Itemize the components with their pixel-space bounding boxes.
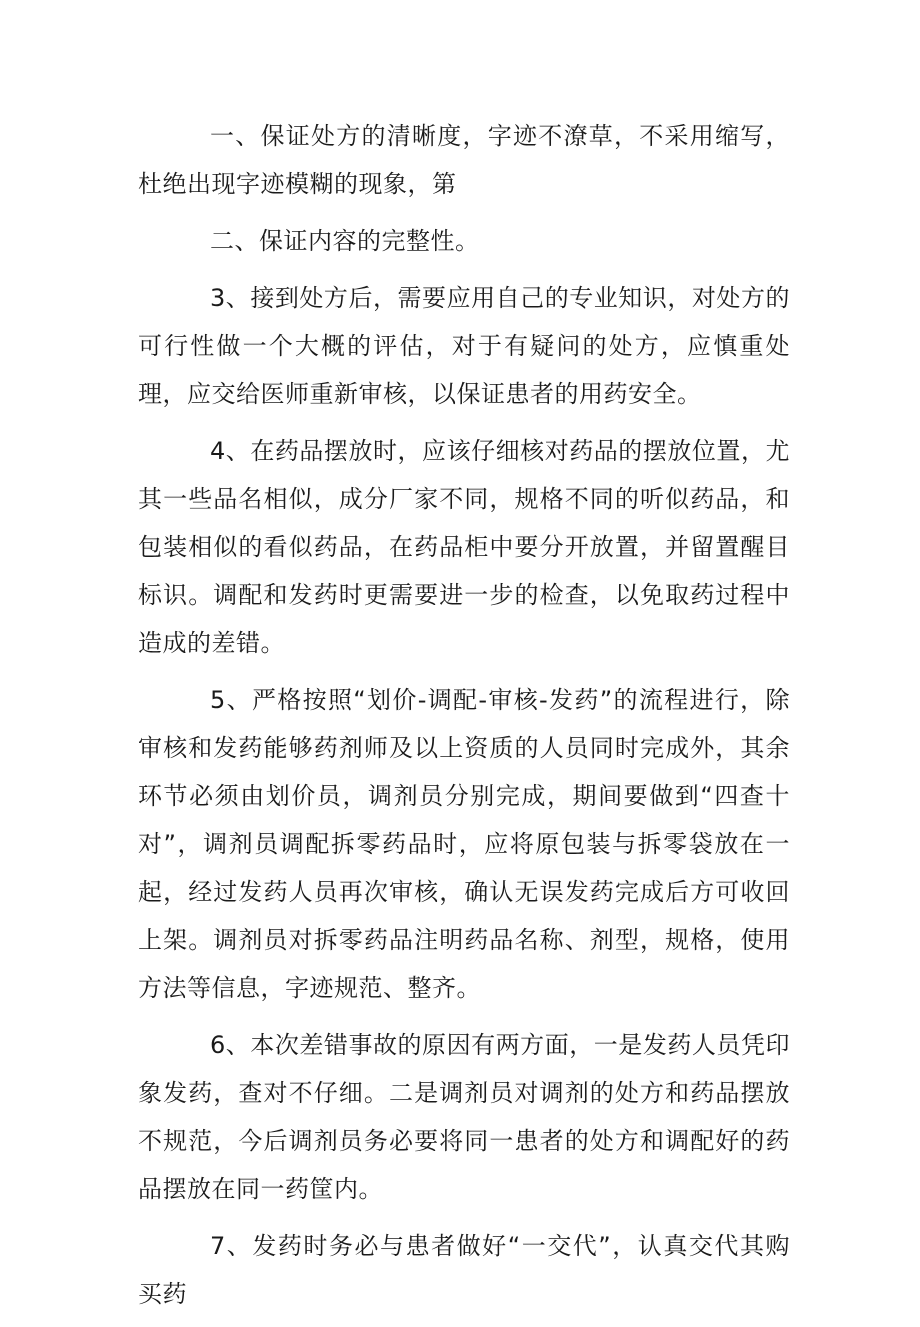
paragraph-5: 5、严格按照“划价-调配-审核-发药”的流程进行，除审核和发药能够药剂师及以上资质的人员同时完成外，其余环节必须由划价员，调剂员分别完成，期间要做到“四查十对”，调剂员调配拆零药品时，应将原包装与拆零袋放在一起，经过发药人员再次审核，确认无误发药完成后方可收回上架。调剂员对拆零药品注明药品名称、剂型，规格，使用方法等信息，字迹规范、整齐。	[138, 686, 790, 1002]
paragraph-1: 一、保证处方的清晰度，字迹不潦草，不采用缩写，杜绝出现字迹模糊的现象，第	[138, 122, 790, 198]
paragraph-2: 二、保证内容的完整性。	[210, 227, 480, 255]
paragraph-7: 7、发药时务必与患者做好“一交代”，认真交代其购买药	[138, 1232, 790, 1308]
paragraph-3: 3、接到处方后，需要应用自己的专业知识，对处方的可行性做一个大概的评估，对于有疑问的处方，应慎重处理，应交给医师重新审核，以保证患者的用药安全。	[138, 284, 790, 408]
paragraph-4: 4、在药品摆放时，应该仔细核对药品的摆放位置，尤其一些品名相似，成分厂家不同，规格不同的听似药品，和包装相似的看似药品，在药品柜中要分开放置，并留置醒目标识。调配和发药时更需要进一步的检查，以免取药过程中造成的差错。	[138, 437, 790, 657]
paragraph-6: 6、本次差错事故的原因有两方面，一是发药人员凭印象发药，查对不仔细。二是调剂员对调剂的处方和药品摆放不规范，今后调剂员务必要将同一患者的处方和调配好的药品摆放在同一药筐内。	[138, 1031, 790, 1203]
document-body	[138, 112, 790, 1327]
